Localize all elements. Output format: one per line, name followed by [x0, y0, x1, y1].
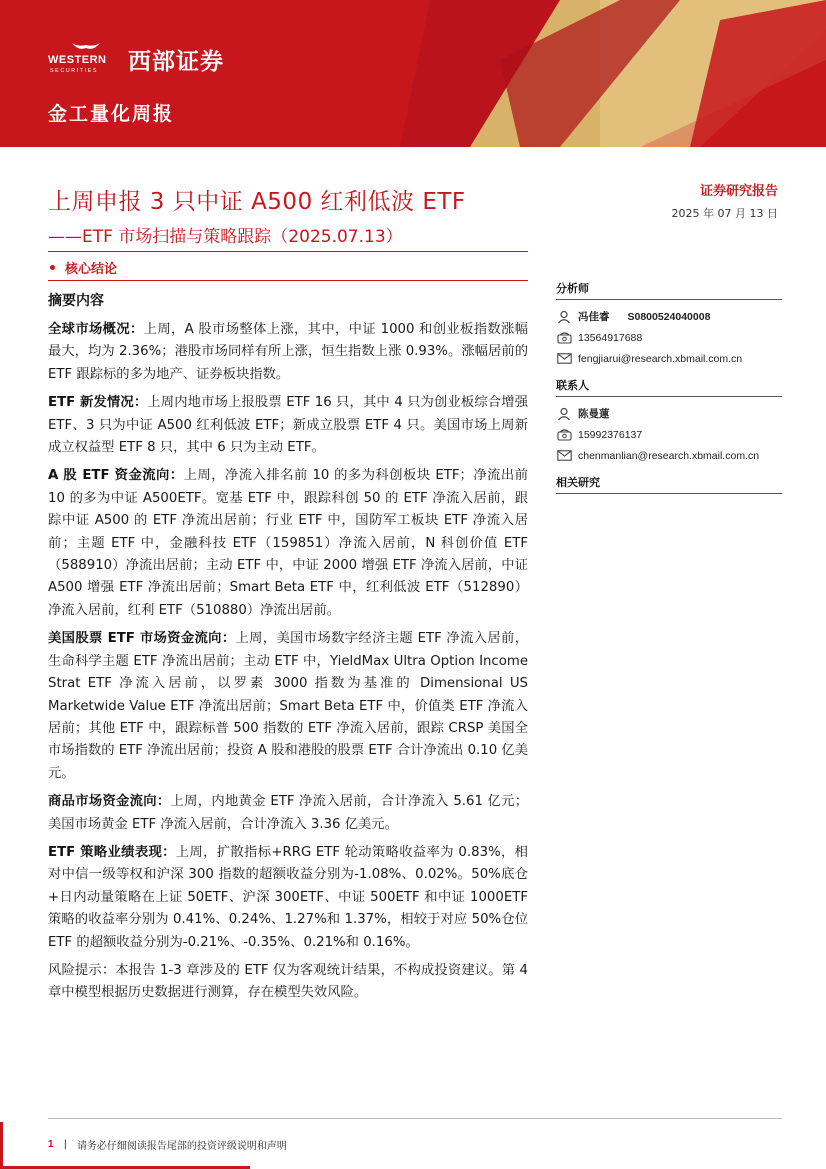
analyst-email-row [556, 348, 782, 369]
analyst-heading: 分析师 [556, 280, 782, 300]
author-sidebar [556, 280, 782, 502]
logo-text-en-sub: SECURITIES [50, 68, 99, 74]
analyst-phone-row [556, 327, 782, 348]
phone-icon [556, 331, 572, 345]
company-logo [48, 42, 224, 76]
related-research-heading: 相关研究 [556, 474, 782, 494]
paragraph-text: 上周，内地黄金 ETF 净流入居前，合计净流入 5.61 亿元；美国市场黄金 ETF 净流入居前，合计净流入 3.36 亿美元。 [48, 794, 529, 832]
bull-horns-icon [70, 42, 102, 52]
summary-paragraph [48, 392, 528, 459]
analyst-name-row [556, 306, 782, 327]
contact-phone-row [556, 424, 782, 445]
paragraph-label: ETF 策略业绩表现： [48, 844, 176, 860]
analyst-name: 冯佳睿 [578, 311, 610, 323]
summary-paragraph [48, 319, 528, 386]
contact-phone: 15992376137 [578, 428, 643, 441]
core-heading-label: 核心结论 [65, 262, 118, 277]
summary-section [48, 290, 528, 1011]
risk-warning-text: 风险提示：本报告 1-3 章涉及的 ETF 仅为客观统计结果，不构成投资建议。第 4 章中模型根据历史数据进行测算，存在模型失效风险。 [48, 962, 528, 1001]
person-icon [556, 407, 572, 421]
report-date: 2025 年 07 月 13 日 [671, 207, 778, 220]
paragraph-text: 上周，美国市场数字经济主题 ETF 净流入居前，生命科学主题 ETF 净流出居前；主动 ETF 中，YieldMax Ultra Option Income Strat ETF 净流入居前，以罗素 3000 指数为基准的 Dimensional US Marketwide Value ETF 净流出居前；Smart Beta ETF 中，价值类 ETF 净流入居前；其他 ETF 中，跟踪标普 500 指数的 ETF 净流入居前，跟踪 CRSP 美国全市场指数的 ETF 净流出居前；投资 A 股和港股的股票 ETF 合计净流出 0.10 亿美元。 [48, 631, 529, 781]
risk-warning [48, 960, 528, 1005]
paragraph-label: ETF 新发情况： [48, 395, 148, 411]
summary-heading: 摘要内容 [48, 293, 104, 309]
contact-email-row [556, 445, 782, 466]
phone-icon [556, 428, 572, 442]
contact-name-row [556, 403, 782, 424]
logo-text-cn: 西部证券 [128, 48, 224, 75]
header-banner [0, 0, 826, 147]
paragraph-label: A 股 ETF 资金流向： [48, 468, 184, 484]
title-divider [48, 251, 528, 252]
analyst-email[interactable]: fengjiarui@research.xbmail.com.cn [578, 352, 743, 365]
person-icon [556, 310, 572, 324]
paragraph-label: 全球市场概况： [48, 322, 144, 337]
mail-icon [556, 352, 572, 366]
logo-text-en: WESTERN [48, 54, 107, 66]
corner-accent-vertical [0, 1122, 3, 1169]
paragraph-text: 上周，A 股市场整体上涨，其中，中证 1000 和创业板指数涨幅最大，均为 2.36%；港股市场同样有所上涨，恒生指数上涨 0.93%。涨幅居前的 ETF 跟踪标的多为地产、证券板块指数。 [48, 322, 529, 382]
banner-title: 金工量化周报 [48, 103, 175, 125]
paragraph-text: 上周内地市场上报股票 ETF 16 只，其中 4 只为创业板综合增强 ETF、3 只为中证 A500 红利低波 ETF；新成立股票 ETF 4 只。美国市场上周新成立权益型 ETF 8 只，其中 6 只为主动 ETF。 [48, 395, 529, 456]
analyst-phone: 13564917688 [578, 331, 643, 344]
page-footer [48, 1137, 287, 1152]
report-title: 上周申报 3 只中证 A500 红利低波 ETF [48, 189, 466, 215]
analyst-cert-number: S0800524040008 [627, 310, 711, 323]
logo-mark [48, 42, 124, 76]
contact-heading: 联系人 [556, 377, 782, 397]
summary-paragraph [48, 791, 528, 836]
contact-block [556, 377, 782, 466]
report-type: 证券研究报告 [699, 184, 778, 199]
report-subtitle: ——ETF 市场扫描与策略跟踪（2025.07.13） [48, 227, 403, 247]
contact-email[interactable]: chenmanlian@research.xbmail.com.cn [578, 449, 760, 462]
bullet-dot-icon [50, 265, 55, 270]
page-number: 1 [48, 1139, 54, 1150]
summary-paragraph [48, 628, 528, 785]
contact-name: 陈曼蓮 [578, 408, 610, 420]
mail-icon [556, 449, 572, 463]
paragraph-text: 上周，扩散指标+RRG ETF 轮动策略收益率为 0.83%，相对中信一级等权和沪深 300 指数的超额收益分别为-1.08%、0.02%。50%底仓+日内动量策略在上证 50ETF、沪深 300ETF、中证 500ETF 和中证 1000ETF 策略的收益率分别为 0.41%、0.24%、1.27%和 1.37%，相较于对应 50%仓位 ETF 的超额收益分别为-0.21%、-0.35%、0.21%和 0.16%。 [48, 844, 528, 950]
paragraph-label: 商品市场资金流向： [48, 794, 171, 810]
footer-disclaimer: 请务必仔细阅读报告尾部的投资评级说明和声明 [76, 1141, 287, 1152]
paragraph-label: 美国股票 ETF 市场资金流向： [48, 631, 236, 647]
summary-paragraph [48, 842, 528, 954]
analyst-block [556, 280, 782, 369]
summary-paragraph [48, 465, 528, 622]
related-research-block [556, 474, 782, 494]
paragraph-text: 上周，净流入排名前 10 的多为科创板块 ETF；净流出前 10 的多为中证 A500ETF。宽基 ETF 中，跟踪科创 50 的 ETF 净流入居前，跟踪中证 A500 的 ETF 净流出居前；行业 ETF 中，国防军工板块 ETF 净流入居前；主题 ETF 中，金融科技 ETF（159851）净流入居前，N 科创价值 ETF（588910）净流出居前；主动 ETF 中，中证 2000 增强 ETF 净流入居前，中证 A500 增强 ETF 净流出居前；Smart Beta ETF 中，红利低波 ETF（512890）净流入居前，红利 ETF（510880）净流出居前。 [48, 468, 528, 618]
footer-divider [48, 1118, 782, 1119]
core-divider [48, 280, 528, 281]
core-conclusion-heading [48, 258, 117, 277]
footer-separator: | [63, 1139, 67, 1150]
